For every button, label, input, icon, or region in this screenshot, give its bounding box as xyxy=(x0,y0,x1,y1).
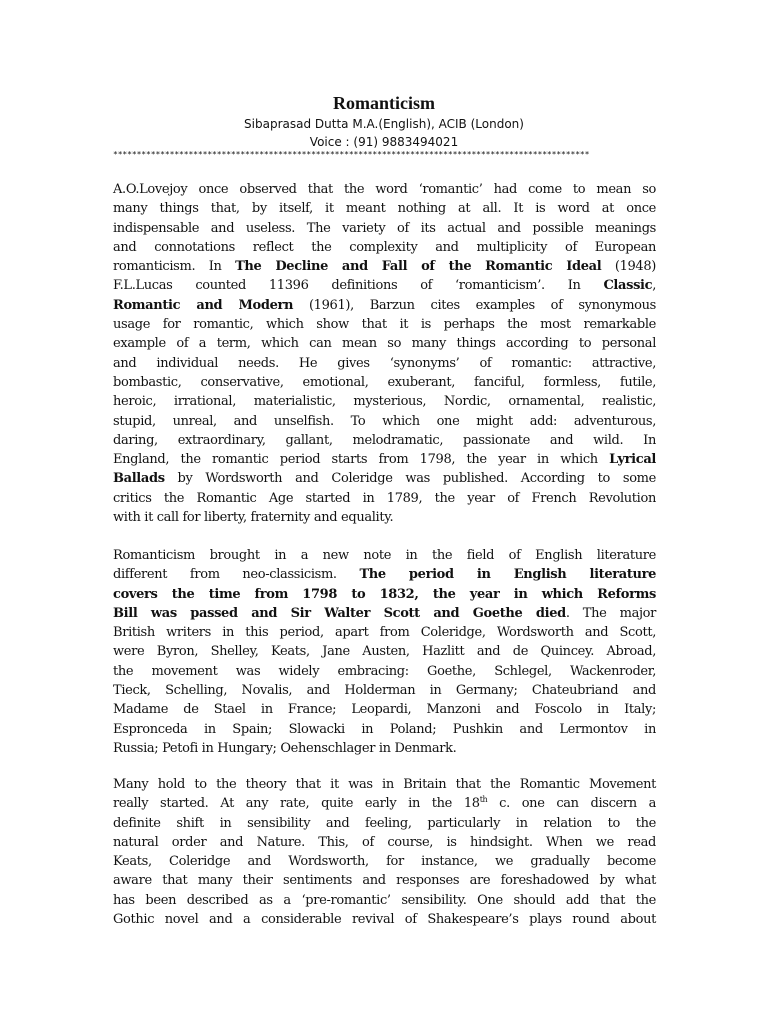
document-title: Romanticism xyxy=(333,93,435,113)
text-line: indispensable and useless. The variety of its actual and possible meanings xyxy=(113,220,656,236)
text-line: has been described as a ‘pre-romantic’ sensibility. One should add that the xyxy=(113,892,656,908)
text-line: with it call for liberty, fraternity and equality. xyxy=(113,510,394,526)
text-run: (1948) xyxy=(601,259,656,275)
text-line: heroic, irrational, materialistic, mysterious, Nordic, ornamental, realistic, xyxy=(113,394,656,410)
text-line: the movement was widely embracing: Goethe, Schlegel, Wackenroder, xyxy=(113,663,656,679)
text-line xyxy=(113,585,656,604)
text-line: Madame de Stael in France; Leopardi, Manzoni and Foscolo in Italy; xyxy=(113,702,656,718)
text-line: natural order and Nature. This, of course, is hindsight. When we read xyxy=(113,834,656,850)
text-line xyxy=(113,276,656,295)
text-line: definite shift in sensibility and feeling, particularly in relation to the xyxy=(113,815,656,831)
paragraph-3 xyxy=(113,775,656,929)
book-title-lyrical: Lyrical xyxy=(609,452,656,468)
author-line: Sibaprasad Dutta M.A.(English), ACIB (London) xyxy=(244,117,524,131)
text-line xyxy=(113,296,656,315)
text-run: really started. At any rate, quite early in the 18 xyxy=(113,796,480,812)
text-line: stupid, unreal, and unselfish. To which one might add: adventurous, xyxy=(113,413,656,429)
text-line: daring, extraordinary, gallant, melodramatic, passionate and wild. In xyxy=(113,432,656,448)
text-run: c. one can discern a xyxy=(487,796,656,812)
text-line: Tieck, Schelling, Novalis, and Holderman in Germany; Chateubriand and xyxy=(113,683,656,699)
text-line: Keats, Coleridge and Wordsworth, for instance, we gradually become xyxy=(113,854,656,870)
text-run: . The major xyxy=(565,605,656,621)
superscript: th xyxy=(479,795,488,805)
text-line: were Byron, Shelley, Keats, Jane Austen, Hazlitt and de Quincey. Abroad, xyxy=(113,644,656,660)
text-run: by Wordsworth and Coleridge was published. According to some xyxy=(164,471,656,487)
text-line: British writers in this period, apart from Coleridge, Wordsworth and Scott, xyxy=(113,625,656,641)
text-line: Many hold to the theory that it was in Britain that the Romantic Movement xyxy=(113,777,656,792)
text-line: bombastic, conservative, emotional, exuberant, fanciful, formless, futile, xyxy=(113,374,656,390)
text-line xyxy=(113,450,656,469)
text-line: and individual needs. He gives ‘synonyms’ of romantic: attractive, xyxy=(113,355,656,371)
paragraph-2 xyxy=(113,546,656,758)
text-line: Romanticism brought in a new note in the field of English literature xyxy=(113,548,656,563)
text-line: and connotations reflect the complexity and multiplicity of European xyxy=(113,239,656,255)
text-line xyxy=(113,469,656,488)
text-line xyxy=(113,257,656,276)
bold-text-run: Bill was passed and Sir Walter Scott and Goethe died xyxy=(113,605,566,621)
text-line xyxy=(113,794,656,813)
text-run: romanticism. In xyxy=(113,259,236,275)
text-run: different from neo-classicism. xyxy=(113,567,360,583)
text-line: A.O.Lovejoy once observed that the word ‘romantic’ had come to mean so xyxy=(113,182,656,197)
paragraph-1 xyxy=(113,180,656,527)
separator-line: ***************************************************************************************************** xyxy=(113,150,590,159)
book-title-decline-and-fall: The Decline and Fall of the Romantic Ideal xyxy=(235,259,602,275)
bold-text-run: covers the time from 1798 to 1832, the year in which Reforms xyxy=(113,586,656,602)
book-title-romantic-and-modern: Romantic and Modern xyxy=(113,297,294,313)
text-run: England, the romantic period starts from 1798, the year in which xyxy=(113,452,610,468)
bold-text-run: The period in English literature xyxy=(359,567,656,583)
text-run: (1961), Barzun cites examples of synonymous xyxy=(293,297,656,313)
book-title-ballads: Ballads xyxy=(113,471,165,487)
voice-line: Voice : (91) 9883494021 xyxy=(309,135,459,149)
text-line: example of a term, which can mean so many things according to personal xyxy=(113,336,656,352)
text-line: aware that many their sentiments and responses are foreshadowed by what xyxy=(113,873,656,889)
text-line: Espronceda in Spain; Slowacki in Poland; Pushkin and Lermontov in xyxy=(113,721,656,737)
book-title-classic: Classic xyxy=(603,278,653,294)
text-line: critics the Romantic Age started in 1789, the year of French Revolution xyxy=(113,490,656,506)
text-line: many things that, by itself, it meant nothing at all. It is word at once xyxy=(113,201,656,217)
text-line: Russia; Petofi in Hungary; Oehenschlager in Denmark. xyxy=(113,740,457,756)
text-line: usage for romantic, which show that it is perhaps the most remarkable xyxy=(113,317,656,333)
text-line xyxy=(113,604,656,623)
text-line xyxy=(113,565,656,584)
text-line: Gothic novel and a considerable revival of Shakespeare’s plays round about xyxy=(113,912,656,928)
text-run: , xyxy=(652,278,656,294)
text-run: F.L.Lucas counted 11396 definitions of ‘romanticism’. In xyxy=(113,278,604,294)
